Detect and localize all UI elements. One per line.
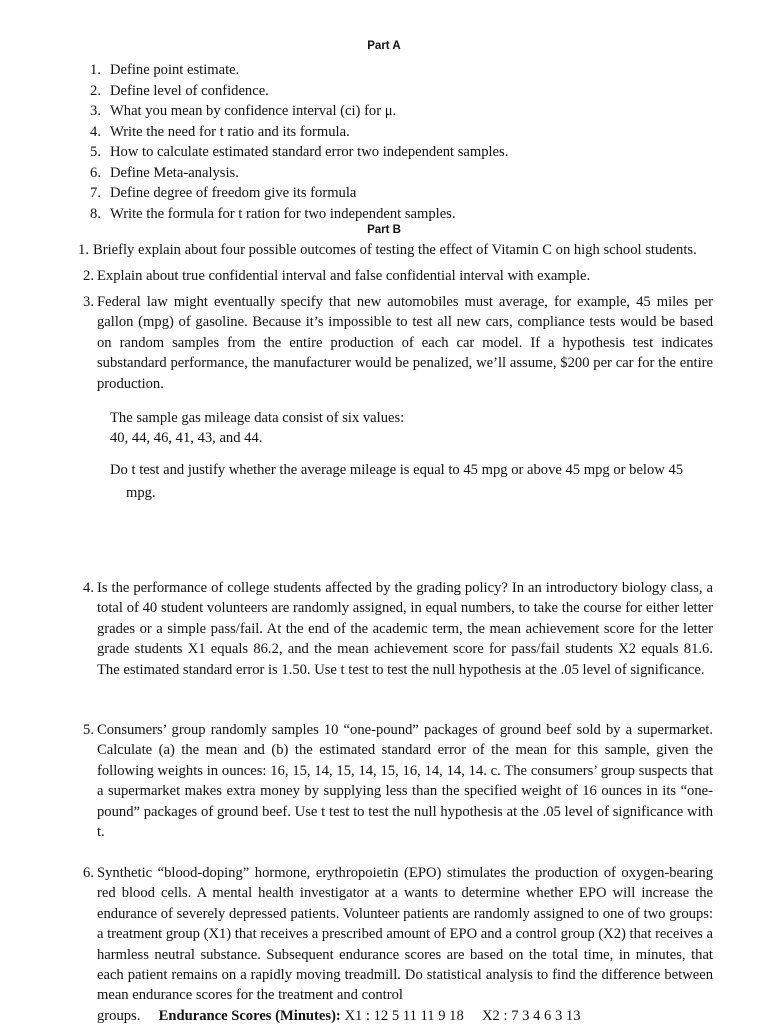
part-a-heading: Part A (367, 40, 401, 52)
list-item (70, 81, 730, 102)
list-item (70, 183, 730, 204)
question-number: 2. (83, 268, 94, 284)
list-item (70, 60, 730, 81)
sample-data (110, 408, 710, 448)
question-number: 6. (83, 865, 94, 881)
t-test-instruction (110, 459, 700, 505)
list-item (70, 204, 730, 225)
item-number: 7. (90, 185, 101, 201)
list-item (70, 122, 730, 143)
list-item (70, 163, 730, 184)
question-number: 4. (83, 580, 94, 596)
x2-scores: X2 : 7 3 4 6 3 13 (482, 1007, 581, 1024)
question-6 (60, 863, 713, 1026)
item-text: Define Meta-analysis. (110, 164, 239, 181)
question-text: Federal law might eventually specify that new automobiles must average, for example, 45 miles per gallon (mpg) of gasoline. Because it’s impossible to test all new cars, compliance tests would be based on random samples from the entire production of each car model. If a hypothesis test indicates substandard performance, the manufacturer would be penalized, we’ll assume, $200 per car for the entire production. (97, 294, 713, 392)
item-number: 5. (90, 144, 101, 160)
item-text: How to calculate estimated standard error two independent samples. (110, 144, 509, 160)
question-text: Consumers’ group randomly samples 10 “one-pound” packages of ground beef sold by a supermarket. Calculate (a) the mean and (b) the estimated standard error of the mean for this sample, given the following weights in ounces: 16, 15, 14, 15, 14, 15, 16, 14, 14, 14. c. The consumers’ group suspects that a supermarket makes extra money by supplying less than the specified weight of 16 ounces in its “one-pound” packages of ground beef. Use t test to test the null hypothesis at the .05 level of significance with t. (97, 722, 713, 841)
question-text: Synthetic “blood-doping” hormone, erythropoietin (EPO) stimulates the production of oxygen-bearing red blood cells. A mental health investigator at a wants to determine whether EPO will increase the endurance of severely depressed patients. Volunteer patients are randomly assigned to one of two groups: a treatment group (X1) that receives a prescribed amount of EPO and a control group (X2) that receives a harmless neutral substance. Subsequent endurance scores are based on the total time, in minutes, that each patient remains on a rapidly moving treadmill. Do statistical analysis to find the difference between mean endurance scores for the treatment and control (97, 865, 713, 1004)
endurance-scores-line (97, 1006, 713, 1026)
groups-label: groups. (97, 1007, 141, 1024)
item-number: 3. (90, 103, 101, 119)
question-5 (60, 720, 713, 842)
question-2 (60, 266, 713, 286)
sample-data-values: 40, 44, 46, 41, 43, and 44. (110, 430, 263, 446)
question-text: Briefly explain about four possible outcomes of testing the effect of Vitamin C on high school students. (93, 242, 697, 258)
item-text: What you mean by confidence interval (ci) for μ. (110, 103, 397, 119)
item-number: 2. (90, 82, 101, 99)
question-text: Explain about true confidential interval and false confidential interval with example. (97, 268, 591, 284)
item-text: Write the need for t ratio and its formula. (110, 123, 350, 140)
item-text: Define degree of freedom give its formula (110, 185, 357, 201)
x1-scores: X1 : 12 5 11 11 9 18 (340, 1007, 464, 1024)
item-number: 4. (90, 123, 101, 140)
question-text: Is the performance of college students affected by the grading policy? In an introductory biology class, a total of 40 student volunteers are randomly assigned, in equal numbers, to take the course for either letter grades or a simple pass/fail. At the end of the academic term, the mean achievement score for the letter grade students X1 equals 86.2, and the mean achievement score for pass/fail students X2 equals 81.6. The estimated standard error is 1.50. Use t test to test the null hypothesis at the .05 level of significance. (97, 580, 713, 678)
list-item (70, 142, 730, 163)
scores-label: Endurance Scores (Minutes): (158, 1007, 341, 1024)
item-number: 1. (90, 62, 101, 78)
item-number: 8. (90, 205, 101, 222)
question-number: 3. (83, 294, 94, 310)
question-number: 5. (83, 722, 94, 738)
item-text: Write the formula for t ration for two independent samples. (110, 205, 456, 222)
item-text: Define level of confidence. (110, 82, 269, 99)
part-b-heading: Part B (367, 224, 401, 236)
list-item (70, 101, 730, 122)
item-number: 6. (90, 164, 101, 181)
part-a-list (70, 60, 730, 224)
item-text: Define point estimate. (110, 62, 240, 78)
sample-data-line: The sample gas mileage data consist of six values: (110, 410, 405, 426)
question-3 (60, 292, 713, 394)
question-4 (60, 578, 713, 680)
question-1 (60, 240, 713, 260)
instruction-text: Do t test and justify whether the average mileage is equal to 45 mpg or above 45 mpg or below 45 mpg. (110, 462, 684, 501)
question-number: 1. (78, 242, 89, 258)
